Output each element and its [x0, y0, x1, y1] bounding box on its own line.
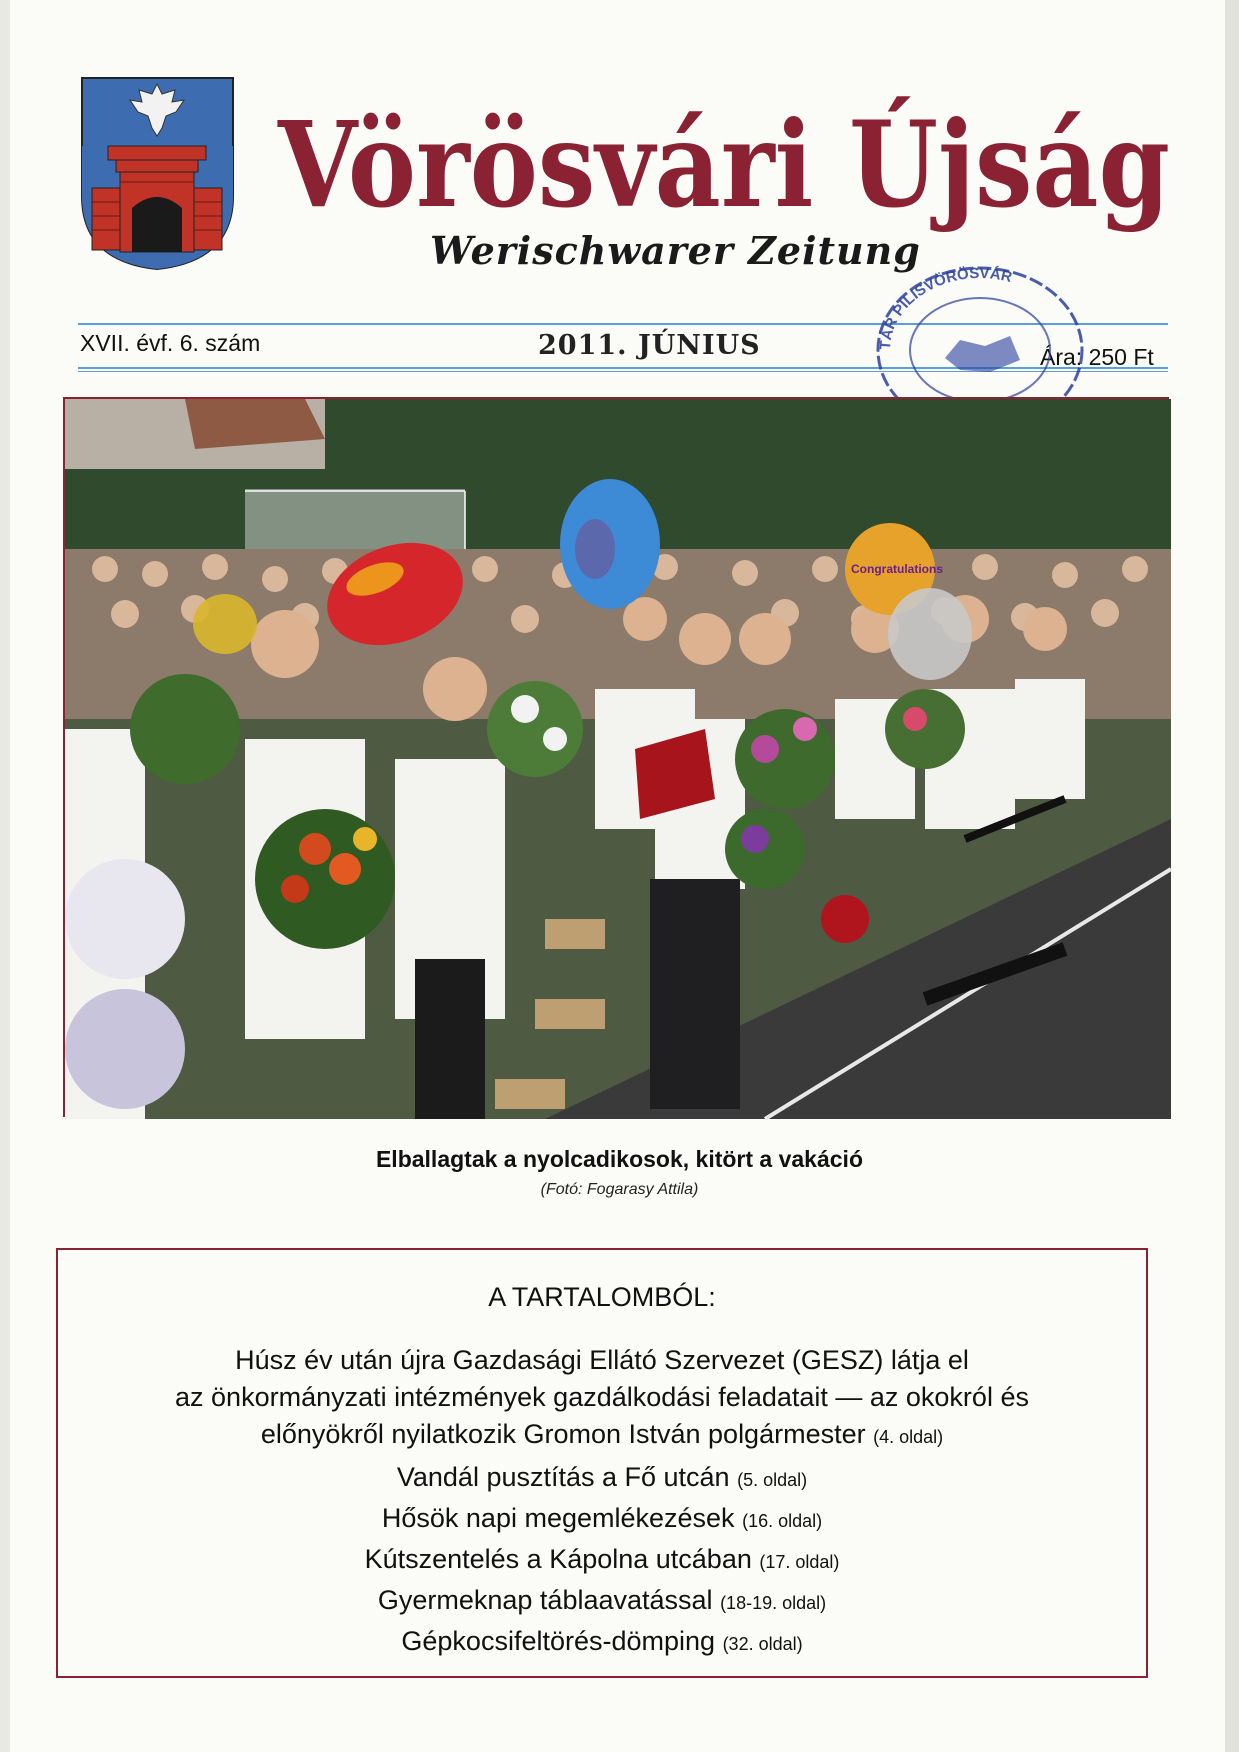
lead-line: Húsz év után újra Gazdasági Ellátó Szervezet (GESZ) látja el	[235, 1345, 969, 1375]
svg-text:TÁR PILISVÖRÖSVÁR	[877, 265, 1014, 351]
lead-line: az önkormányzati intézmények gazdálkodási feladatait — az okokról és	[175, 1382, 1029, 1412]
contents-item-page: (32. oldal)	[722, 1634, 803, 1654]
contents-item-page: (18-19. oldal)	[720, 1593, 827, 1613]
contents-item-title: Kútszentelés a Kápolna utcában	[364, 1544, 752, 1574]
issue-date: 2011. JÚNIUS	[538, 330, 761, 361]
contents-item	[58, 1499, 1146, 1540]
lead-line-text: előnyökről nyilatkozik Gromon István polgármester	[260, 1419, 866, 1449]
contents-item-page: (17. oldal)	[759, 1552, 840, 1572]
contents-item-title: Gyermeknap táblaavatással	[377, 1585, 713, 1615]
masthead-subtitle: Werischwarer Zeitung	[430, 228, 921, 273]
cover-photo	[63, 397, 1169, 1117]
photo-caption: Elballagtak a nyolcadikosok, kitört a vakáció	[375, 1146, 864, 1172]
contents-heading: A TARTALOMBÓL:	[488, 1282, 716, 1312]
contents-list	[58, 1458, 1146, 1663]
contents-item-page: (5. oldal)	[737, 1470, 808, 1490]
photo-credit: (Fotó: Fogarasy Attila)	[540, 1181, 699, 1198]
lead-line	[58, 1416, 1146, 1456]
masthead-title	[278, 78, 1178, 248]
contents-item-title: Hősök napi megemlékezések	[381, 1503, 735, 1533]
contents-item	[58, 1458, 1146, 1499]
library-stamp	[860, 250, 1100, 420]
contents-item	[58, 1622, 1146, 1663]
masthead-title-text: Vörösvári Újság	[277, 95, 1170, 234]
stamp-text: TÁR PILISVÖRÖSVÁR	[876, 264, 1014, 351]
contents-item	[58, 1540, 1146, 1581]
issue-number: XVII. évf. 6. szám	[80, 330, 261, 356]
contents-item	[58, 1581, 1146, 1622]
lead-page: (4. oldal)	[873, 1427, 944, 1447]
lead-story	[58, 1342, 1146, 1456]
balloon-text: Congratulations	[851, 562, 943, 576]
contents-box	[56, 1248, 1148, 1678]
contents-item-title: Gépkocsifeltörés-dömping	[401, 1626, 716, 1656]
contents-item-title: Vandál pusztítás a Fő utcán	[396, 1462, 730, 1492]
coat-of-arms	[80, 76, 235, 271]
contents-item-page: (16. oldal)	[742, 1511, 823, 1531]
price: Ára: 250 Ft	[1040, 344, 1154, 370]
